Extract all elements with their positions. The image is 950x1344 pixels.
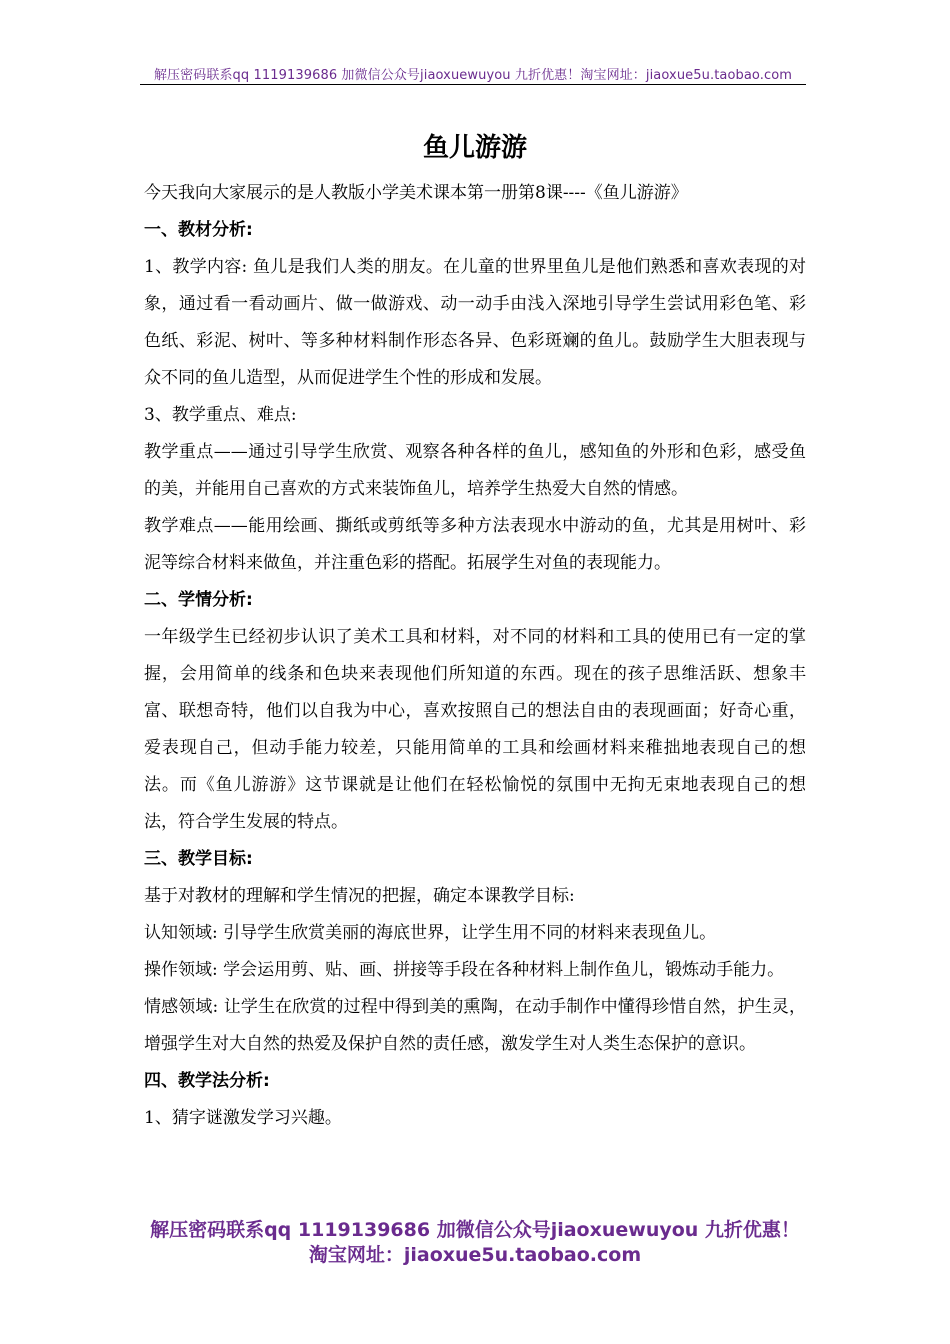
page-header: 解压密码联系qq 1119139686 加微信公众号jiaoxuewuyou 九折优惠！淘宝网址：jiaoxue5u.taobao.com bbox=[153, 68, 793, 83]
section-heading-methods: 四、教学法分析: bbox=[144, 1071, 270, 1091]
section-heading-goals: 三、教学目标: bbox=[144, 849, 253, 869]
header-divider bbox=[140, 84, 806, 85]
section-heading-students: 二、学情分析: bbox=[144, 590, 253, 610]
document-title: 鱼儿游游 bbox=[422, 133, 527, 163]
document-body bbox=[144, 175, 806, 1137]
paragraph-teaching-content: 1、教学内容: 鱼儿是我们人类的朋友。在儿童的世界里鱼儿是他们熟悉和喜欢表现的对象，通过看一看动画片、做一做游戏、动一动手由浅入深地引导学生尝试用彩色笔、彩色纸、彩泥、树叶、等多种材料制作形态各异、色彩斑斓的鱼儿。鼓励学生大胆表现与众不同的鱼儿造型，从而促进学生个性的形成和发展。 bbox=[144, 257, 806, 388]
paragraph-method-1: 1、猜字谜激发学习兴趣。 bbox=[144, 1108, 342, 1128]
paragraph-key-points-label: 3、教学重点、难点: bbox=[144, 405, 297, 425]
paragraph-cognitive-goal: 认知领域: 引导学生欣赏美丽的海底世界，让学生用不同的材料来表现鱼儿。 bbox=[144, 923, 717, 943]
footer-line-2: 淘宝网址：jiaoxue5u.taobao.com bbox=[308, 1244, 642, 1266]
intro-paragraph: 今天我向大家展示的是人教版小学美术课本第一册第8课----《鱼儿游游》 bbox=[144, 183, 688, 203]
paragraph-emotional-goal: 情感领域: 让学生在欣赏的过程中得到美的熏陶，在动手制作中懂得珍惜自然，护生灵，增强学生对大自然的热爱及保护自然的责任感，激发学生对人类生态保护的意识。 bbox=[144, 997, 806, 1054]
footer-line-1: 解压密码联系qq 1119139686 加微信公众号jiaoxuewuyou 九折优惠！ bbox=[150, 1219, 800, 1241]
paragraph-key-point: 教学重点——通过引导学生欣赏、观察各种各样的鱼儿，感知鱼的外形和色彩，感受鱼的美，并能用自己喜欢的方式来装饰鱼儿，培养学生热爱大自然的情感。 bbox=[144, 442, 806, 499]
paragraph-operational-goal: 操作领域: 学会运用剪、贴、画、拼接等手段在各种材料上制作鱼儿，锻炼动手能力。 bbox=[144, 960, 785, 980]
page-footer bbox=[0, 1218, 950, 1268]
paragraph-goals-intro: 基于对教材的理解和学生情况的把握，确定本课教学目标: bbox=[144, 886, 575, 906]
section-heading-material: 一、教材分析: bbox=[144, 220, 253, 240]
paragraph-student-analysis: 一年级学生已经初步认识了美术工具和材料，对不同的材料和工具的使用已有一定的掌握，会用简单的线条和色块来表现他们所知道的东西。现在的孩子思维活跃、想象丰富、联想奇特，他们以自我为中心，喜欢按照自己的想法自由的表现画面；好奇心重，爱表现自己，但动手能力较差，只能用简单的工具和绘画材料来稚拙地表现自己的想法。而《鱼儿游游》这节课就是让他们在轻松愉悦的氛围中无拘无束地表现自己的想法，符合学生发展的特点。 bbox=[144, 627, 806, 832]
paragraph-difficult-point: 教学难点——能用绘画、撕纸或剪纸等多种方法表现水中游动的鱼，尤其是用树叶、彩泥等综合材料来做鱼，并注重色彩的搭配。拓展学生对鱼的表现能力。 bbox=[144, 516, 806, 573]
